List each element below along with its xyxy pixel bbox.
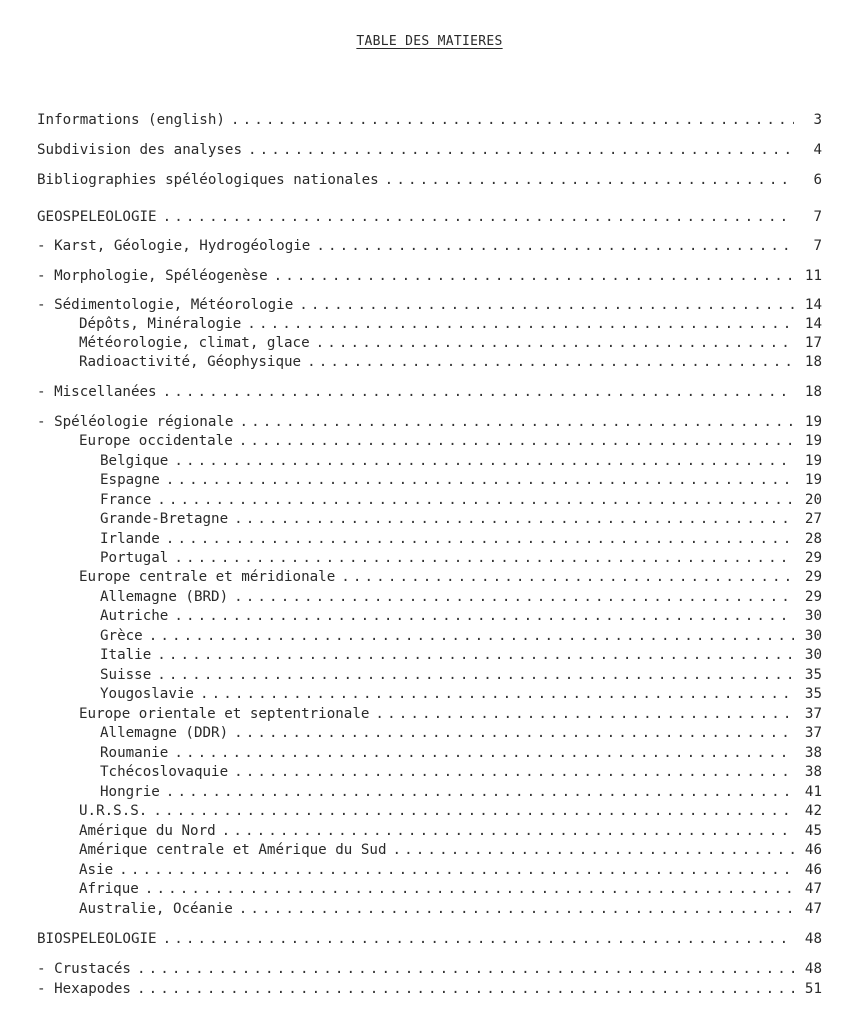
toc-entry — [37, 209, 822, 227]
toc-entry-page: 38 — [804, 745, 822, 761]
toc-entry — [100, 628, 822, 646]
toc-entry-page: 27 — [804, 511, 822, 527]
toc-entry — [37, 414, 822, 432]
toc-entry-label: Europe centrale et méridionale — [79, 569, 341, 585]
toc-entry — [37, 981, 822, 999]
toc-entry-label: Asie — [79, 862, 119, 878]
toc-entry — [100, 492, 822, 510]
toc-leader-dots — [163, 209, 794, 225]
toc-entry-label: - Morphologie, Spéléogenèse — [37, 268, 274, 284]
toc-entry-page: 51 — [804, 981, 822, 997]
toc-entry-label: Portugal — [100, 550, 174, 566]
toc-leader-dots — [239, 433, 794, 449]
toc-leader-dots — [341, 569, 794, 585]
toc-entry-label: Tchécoslovaquie — [100, 764, 234, 780]
toc-entry-page: 45 — [804, 823, 822, 839]
toc-entry-page: 30 — [804, 608, 822, 624]
toc-leader-dots — [174, 453, 794, 469]
toc-leader-dots — [299, 297, 794, 313]
toc-entry — [79, 335, 822, 353]
toc-entry — [37, 112, 822, 130]
toc-entry — [79, 881, 822, 899]
toc-entry-page: 18 — [804, 354, 822, 370]
toc-entry-label: Grèce — [100, 628, 149, 644]
toc-entry-label: Espagne — [100, 472, 166, 488]
toc-leader-dots — [375, 706, 794, 722]
toc-leader-dots — [157, 667, 794, 683]
toc-entry — [79, 803, 822, 821]
toc-entry-label: Autriche — [100, 608, 174, 624]
toc-leader-dots — [137, 981, 794, 997]
toc-entry — [79, 706, 822, 724]
toc-entry-page: 19 — [804, 472, 822, 488]
toc-leader-dots — [166, 531, 794, 547]
toc-entry-label: Bibliographies spéléologiques nationales — [37, 172, 385, 188]
toc-entry-label: - Crustacés — [37, 961, 137, 977]
toc-entry — [100, 745, 822, 763]
toc-leader-dots — [239, 901, 794, 917]
toc-entry — [37, 238, 822, 256]
toc-leader-dots — [149, 628, 794, 644]
toc-entry-page: 38 — [804, 764, 822, 780]
toc-entry — [79, 823, 822, 841]
toc-entry-label: - Sédimentologie, Météorologie — [37, 297, 299, 313]
toc-entry-page: 48 — [804, 931, 822, 947]
toc-leader-dots — [393, 842, 795, 858]
toc-leader-dots — [231, 112, 794, 128]
toc-entry-label: Suisse — [100, 667, 157, 683]
toc-entry-label: Dépôts, Minéralogie — [79, 316, 247, 332]
toc-entry — [100, 686, 822, 704]
toc-entry-label: Hongrie — [100, 784, 166, 800]
toc-entry-label: Europe orientale et septentrionale — [79, 706, 375, 722]
toc-entry-page: 30 — [804, 647, 822, 663]
toc-entry-page: 19 — [804, 433, 822, 449]
toc-leader-dots — [248, 142, 794, 158]
toc-entry-page: 19 — [804, 453, 822, 469]
toc-entry — [100, 531, 822, 549]
toc-entry-label: Amérique centrale et Amérique du Sud — [79, 842, 393, 858]
toc-leader-dots — [385, 172, 794, 188]
toc-leader-dots — [174, 608, 794, 624]
toc-entry-label: Subdivision des analyses — [37, 142, 248, 158]
toc-entry-page: 17 — [804, 335, 822, 351]
toc-entry-page: 46 — [804, 842, 822, 858]
toc-entry-page: 41 — [804, 784, 822, 800]
toc-entry — [79, 862, 822, 880]
toc-entry-page: 42 — [804, 803, 822, 819]
toc-entry — [79, 842, 822, 860]
toc-leader-dots — [234, 511, 794, 527]
toc-entry-page: 35 — [804, 686, 822, 702]
toc-entry-page: 7 — [813, 209, 822, 225]
toc-entry-label: U.R.S.S. — [79, 803, 153, 819]
toc-entry-label: Italie — [100, 647, 157, 663]
toc-entry — [100, 764, 822, 782]
toc-entry-label: Afrique — [79, 881, 145, 897]
toc-entry-page: 46 — [804, 862, 822, 878]
toc-entry-page: 28 — [804, 531, 822, 547]
toc-entry-label: - Miscellanées — [37, 384, 163, 400]
toc-entry — [37, 142, 822, 160]
toc-entry-page: 37 — [804, 706, 822, 722]
toc-entry-page: 7 — [813, 238, 822, 254]
toc-leader-dots — [200, 686, 794, 702]
toc-entry — [37, 268, 822, 286]
toc-entry — [79, 569, 822, 587]
toc-leader-dots — [145, 881, 794, 897]
toc-entry — [79, 433, 822, 451]
toc-entry-label: Yougoslavie — [100, 686, 200, 702]
toc-entry — [100, 453, 822, 471]
toc-entry-page: 11 — [804, 268, 822, 284]
toc-entry — [100, 784, 822, 802]
toc-entry-page: 48 — [804, 961, 822, 977]
toc-entry — [37, 961, 822, 979]
toc-leader-dots — [157, 492, 794, 508]
toc-leader-dots — [239, 414, 794, 430]
toc-leader-dots — [157, 647, 794, 663]
toc-leader-dots — [307, 354, 794, 370]
toc-leader-dots — [163, 931, 794, 947]
toc-entry — [37, 297, 822, 315]
toc-entry-label: - Hexapodes — [37, 981, 137, 997]
toc-entry-page: 19 — [804, 414, 822, 430]
toc-entry-label: Irlande — [100, 531, 166, 547]
toc-entry — [100, 608, 822, 626]
toc-leader-dots — [247, 316, 794, 332]
toc-leader-dots — [316, 335, 794, 351]
toc-entry-label: Allemagne (DDR) — [100, 725, 234, 741]
toc-entry — [37, 172, 822, 190]
toc-entry — [100, 667, 822, 685]
toc-entry — [79, 316, 822, 334]
toc-entry-label: Belgique — [100, 453, 174, 469]
toc-entry-label: BIOSPELEOLOGIE — [37, 931, 163, 947]
toc-entry-label: GEOSPELEOLOGIE — [37, 209, 163, 225]
toc-leader-dots — [234, 725, 794, 741]
toc-leader-dots — [274, 268, 794, 284]
toc-entry-page: 3 — [813, 112, 822, 128]
toc-entry-page: 14 — [804, 316, 822, 332]
toc-leader-dots — [153, 803, 794, 819]
toc-entry-page: 47 — [804, 901, 822, 917]
toc-entry — [100, 725, 822, 743]
toc-entry-label: Météorologie, climat, glace — [79, 335, 316, 351]
toc-leader-dots — [174, 550, 794, 566]
toc-entry-page: 47 — [804, 881, 822, 897]
toc-entry-label: - Karst, Géologie, Hydrogéologie — [37, 238, 316, 254]
toc-entry — [79, 354, 822, 372]
toc-leader-dots — [119, 862, 794, 878]
toc-entry-label: France — [100, 492, 157, 508]
toc-leader-dots — [316, 238, 794, 254]
toc-entry-page: 18 — [804, 384, 822, 400]
toc-entry — [100, 589, 822, 607]
toc-entry-label: Radioactivité, Géophysique — [79, 354, 307, 370]
toc-entry — [100, 472, 822, 490]
toc-entry — [79, 901, 822, 919]
toc-entry-label: Grande-Bretagne — [100, 511, 234, 527]
toc-entry-page: 30 — [804, 628, 822, 644]
toc-entry-label: Amérique du Nord — [79, 823, 222, 839]
toc-leader-dots — [137, 961, 794, 977]
toc-entry — [100, 511, 822, 529]
toc-entry-page: 4 — [813, 142, 822, 158]
toc-entry-label: Europe occidentale — [79, 433, 239, 449]
toc-leader-dots — [234, 764, 794, 780]
toc-leader-dots — [166, 472, 794, 488]
page-title: TABLE DES MATIERES — [356, 34, 503, 49]
toc-entry-label: Informations (english) — [37, 112, 231, 128]
toc-leader-dots — [174, 745, 794, 761]
toc-entry — [100, 550, 822, 568]
toc-entry-page: 6 — [813, 172, 822, 188]
toc-leader-dots — [163, 384, 794, 400]
toc-leader-dots — [222, 823, 794, 839]
toc-entry — [100, 647, 822, 665]
toc-leader-dots — [166, 784, 794, 800]
toc-entry — [37, 384, 822, 402]
toc-entry-page: 14 — [804, 297, 822, 313]
toc-entry-page: 37 — [804, 725, 822, 741]
toc-entry — [37, 931, 822, 949]
toc-entry-label: - Spéléologie régionale — [37, 414, 239, 430]
toc-entry-label: Australie, Océanie — [79, 901, 239, 917]
toc-entry-page: 35 — [804, 667, 822, 683]
toc-entry-page: 29 — [804, 550, 822, 566]
toc-leader-dots — [234, 589, 794, 605]
toc-entry-page: 20 — [804, 492, 822, 508]
toc-entry-page: 29 — [804, 569, 822, 585]
toc-entry-label: Roumanie — [100, 745, 174, 761]
toc-entry-page: 29 — [804, 589, 822, 605]
toc-entry-label: Allemagne (BRD) — [100, 589, 234, 605]
